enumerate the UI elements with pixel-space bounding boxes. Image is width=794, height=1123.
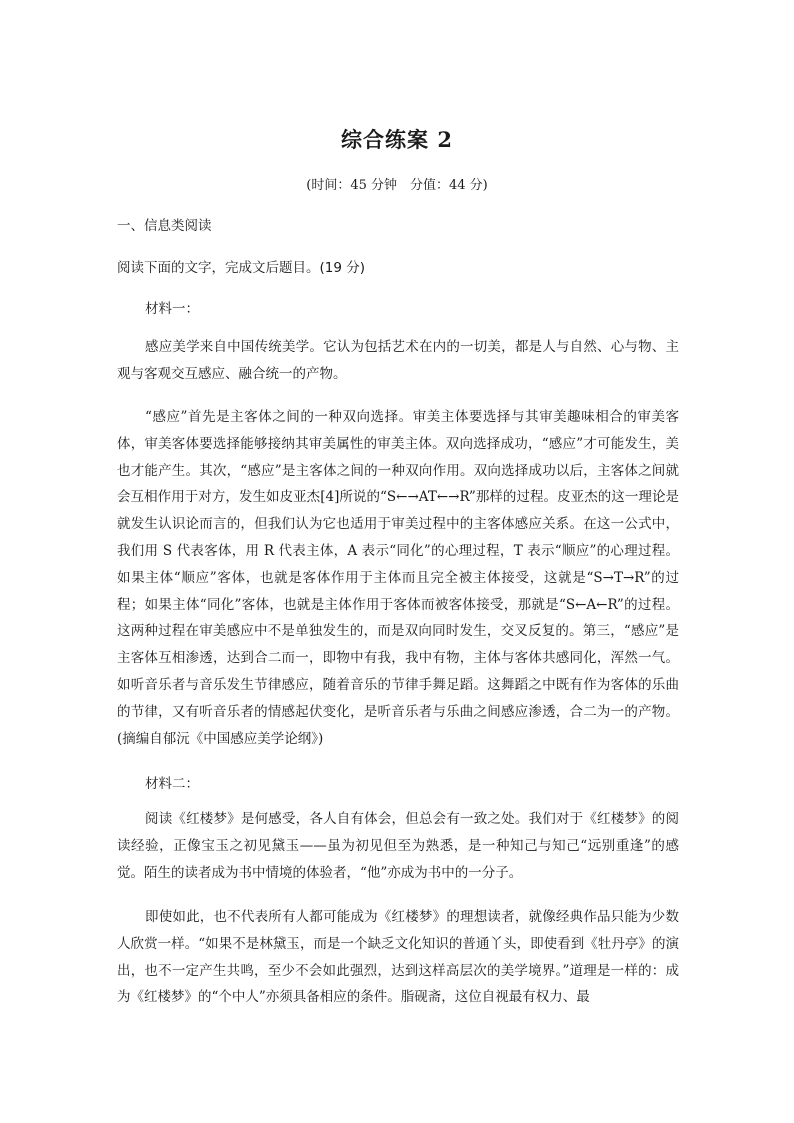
section-heading: 一、信息类阅读 xyxy=(117,218,212,234)
material2-paragraph: 阅读《红楼梦》是何感受，各人自有体会，但总会有一致之处。我们对于《红楼梦》的阅读经验，正像宝玉之初见黛玉——虽为初见但至为熟悉，是一种知己与知己“远别重逢”的感觉。陌生的读者成为书中情境的体验者，“他”亦成为书中的一分子。 xyxy=(117,811,679,881)
page-title: 综合练案 2 xyxy=(341,127,453,152)
material1-paragraph: “感应”首先是主客体之间的一种双向选择。审美主体要选择与其审美趣味相合的审美客体，审美客体要选择能够接纳其审美属性的审美主体。双向选择成功，“感应”才可能发生，美也才能产生。其次，“感应”是主客体之间的一种双向作用。双向选择成功以后，主客体之间就会互相作用于对方，发生如皮亚杰[4]所说的“S←→AT←→R”那样的过程。皮亚杰的这一理论是就发生认识论而言的，但我们认为它也适用于审美过程中的主客体感应关系。在这一公式中，我们用 S 代表客体，用 R 代表主体，A 表示“同化”的心理过程，T 表示“顺应”的心理过程。如果主体“顺应”客体，也就是客体作用于主体而且完全被主体接受，这就是“S→T→R”的过程；如果主体“同化”客体，也就是主体作用于客体而被客体接受，那就是“S←A←R”的过程。这两种过程在审美感应中不是单独发生的，而是双向同时发生，交叉反复的。第三，“感应”是主客体互相渗透，达到合二而一，即物中有我，我中有物，主体与客体共感同化，浑然一气。如听音乐者与音乐发生节律感应，随着音乐的节律手舞足蹈。这舞蹈之中既有作为客体的乐曲的节律，又有听音乐者的情感起伏变化，是听音乐者与乐曲之间感应渗透，合二为一的产物。(摘编自郁沅《中国感应美学论纲》) xyxy=(117,409,679,747)
material2-label: 材料二： xyxy=(145,776,199,792)
material2-paragraph: 即使如此，也不代表所有人都可能成为《红楼梦》的理想读者，就像经典作品只能为少数人欣赏一样。“如果不是林黛玉，而是一个缺乏文化知识的普通丫头，即使看到《牡丹亭》的演出，也不一定产生共鸣，至少不会如此强烈，达到这样高层次的美学境界。”道理是一样的：成为《红楼梦》的“个中人”亦须具备相应的条件。脂砚斋，这位自视最有权力、最 xyxy=(117,909,679,1006)
material1-paragraph: 感应美学来自中国传统美学。它认为包括艺术在内的一切美，都是人与自然、心与物、主观与客观交互感应、融合统一的产物。 xyxy=(117,339,679,382)
material1-label: 材料一： xyxy=(145,301,199,317)
exam-time-score: (时间：45 分钟 分值：44 分) xyxy=(306,178,488,193)
instruction-text: 阅读下面的文字，完成文后题目。(19 分) xyxy=(117,260,366,276)
